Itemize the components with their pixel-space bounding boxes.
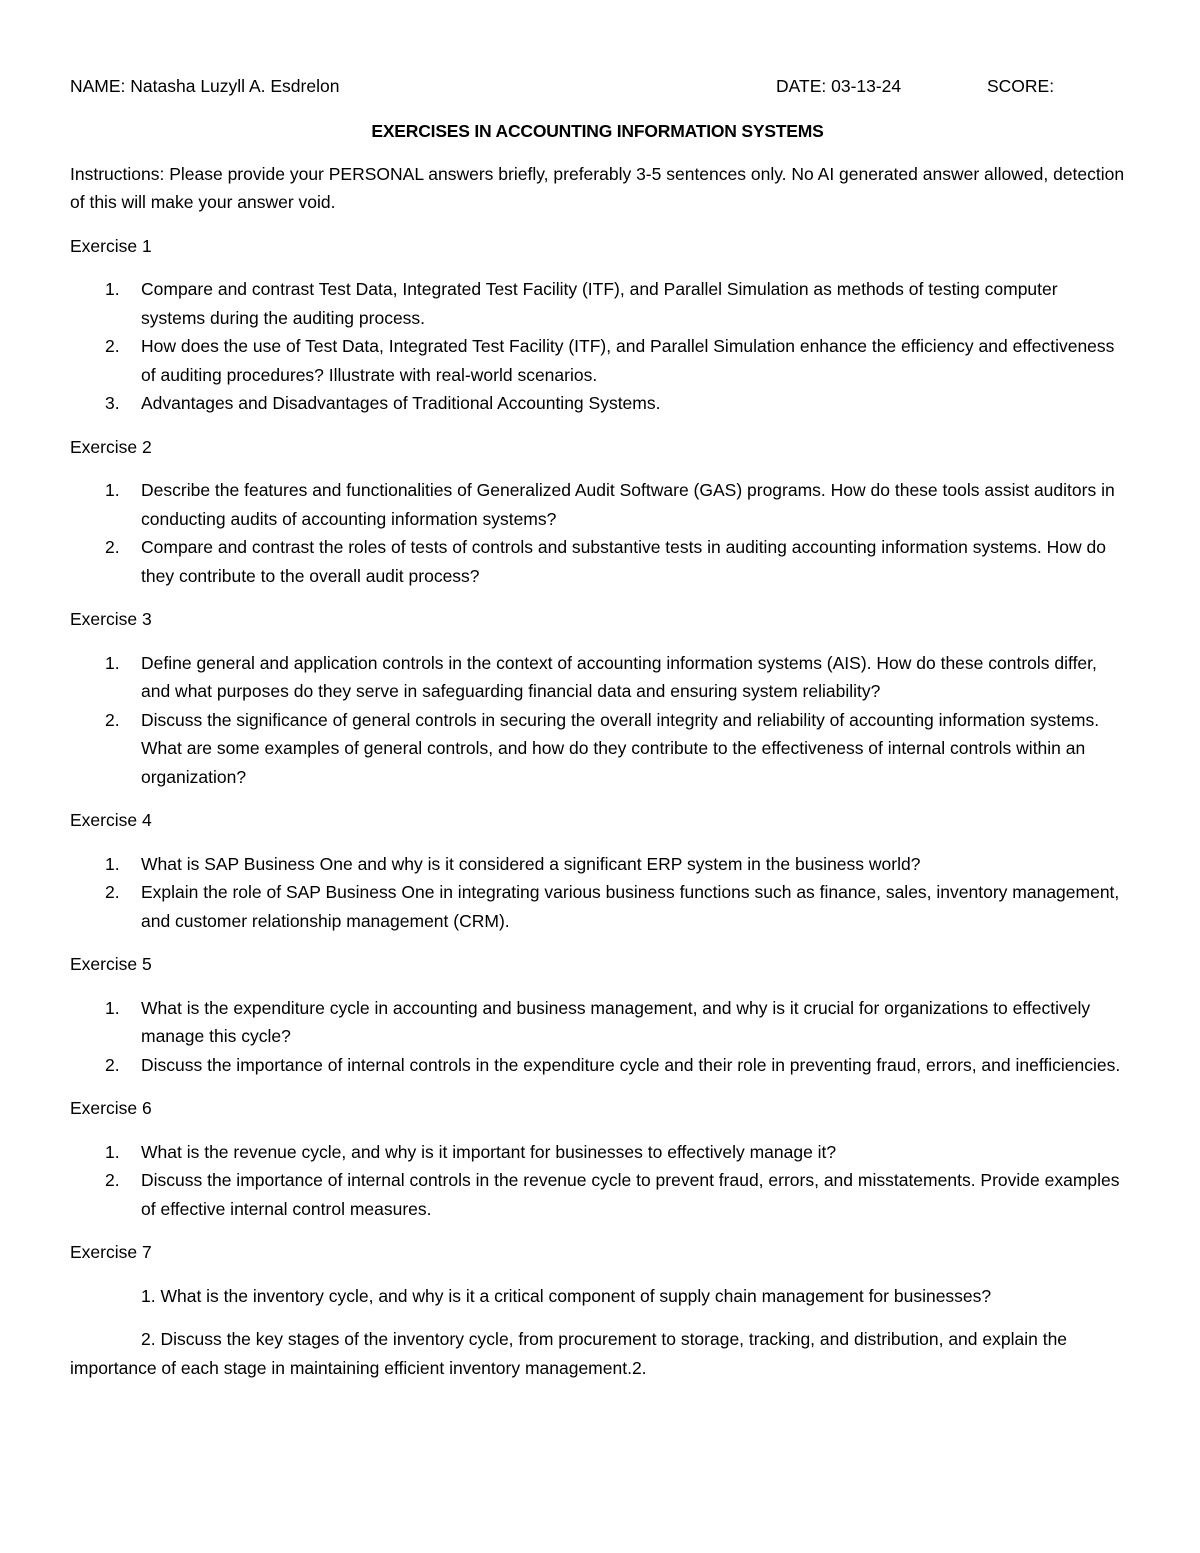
question-text: Compare and contrast the roles of tests of controls and substantive tests in auditing accounting information systems. How do they contribute to the overall audit process? [141,537,1106,586]
question-item [70,1138,1125,1167]
question-number: 1. [105,853,120,874]
question-list [70,850,1125,936]
question-item [70,850,1125,879]
question-item [70,533,1125,590]
header-row [70,72,1125,101]
document-title: EXERCISES IN ACCOUNTING INFORMATION SYSTEMS [371,121,824,141]
exercise-7-question-1: 1. What is the inventory cycle, and why is it a critical component of supply chain management for businesses? [141,1285,992,1306]
question-text: Advantages and Disadvantages of Traditional Accounting Systems. [141,393,661,413]
question-number: 1. [105,652,120,673]
question-text: What is the expenditure cycle in accounting and business management, and why is it crucial for organizations to effectively manage this cycle? [141,997,1091,1046]
exercise-title: Exercise 6 [70,1098,152,1118]
exercise-7 [70,1238,1125,1382]
question-item [70,1166,1125,1223]
question-item [70,878,1125,935]
exercise-title: Exercise 1 [70,235,152,256]
score-field: SCORE: [987,76,1055,96]
exercise-section [70,605,1125,791]
question-text: What is SAP Business One and why is it considered a significant ERP system in the business world? [141,853,921,874]
question-item [70,275,1125,332]
question-text: Discuss the significance of general controls in securing the overall integrity and reliability of accounting information systems. What are some examples of general controls, and how do they contribute to the effectiveness of internal controls within an organization? [141,709,1100,787]
question-item [70,649,1125,706]
question-number: 1. [105,279,120,299]
question-number: 2. [105,882,120,902]
exercise-section [70,433,1125,591]
question-number: 1. [105,1141,120,1162]
question-item [70,706,1125,792]
question-list [70,275,1125,418]
exercise-title: Exercise 5 [70,954,152,974]
question-item [70,994,1125,1051]
question-text: Explain the role of SAP Business One in integrating various business functions such as finance, sales, inventory management, and customer relationship management (CRM). [141,882,1120,931]
question-number: 1. [105,480,120,500]
question-text: Discuss the importance of internal controls in the expenditure cycle and their role in preventing fraud, errors, and inefficiencies. [141,1054,1121,1075]
exercise-title: Exercise 4 [70,810,152,830]
exercise-section [70,1094,1125,1223]
question-text: Discuss the importance of internal controls in the revenue cycle to prevent fraud, errors, and misstatements. Provide examples of effective internal control measures. [141,1170,1120,1219]
question-number: 3. [105,393,120,413]
question-number: 2. [105,336,120,356]
question-item [70,1051,1125,1080]
question-number: 2. [105,709,120,730]
question-list [70,476,1125,590]
question-number: 1. [105,997,120,1018]
question-list [70,994,1125,1080]
question-text: Describe the features and functionalities of Generalized Audit Software (GAS) programs. How do these tools assist auditors in conducting audits of accounting information systems? [141,480,1115,529]
question-text: What is the revenue cycle, and why is it important for businesses to effectively manage it? [141,1141,837,1162]
exercise-title: Exercise 2 [70,436,152,457]
exercise-7-question-2: 2. Discuss the key stages of the inventory cycle, from procurement to storage, tracking, and distribution, and explain the importance of each stage in maintaining efficient inventory management.2. [70,1329,1068,1378]
question-number: 2. [105,1054,120,1075]
question-text: How does the use of Test Data, Integrated Test Facility (ITF), and Parallel Simulation enhance the efficiency and effectiveness of auditing procedures? Illustrate with real-world scenarios. [141,336,1115,385]
question-text: Compare and contrast Test Data, Integrated Test Facility (ITF), and Parallel Simulation as methods of testing computer systems during the auditing process. [141,279,1058,328]
exercise-section [70,232,1125,418]
name-field: NAME: Natasha Luzyll A. Esdrelon [70,76,340,96]
question-number: 2. [105,537,120,557]
exercise-title: Exercise 3 [70,609,152,629]
question-item [70,389,1125,418]
question-list [70,1138,1125,1224]
exercise-section [70,806,1125,935]
question-number: 2. [105,1170,120,1190]
date-field: DATE: 03-13-24 [776,76,902,96]
question-list [70,649,1125,792]
question-item [70,332,1125,389]
question-item [70,476,1125,533]
exercise-title: Exercise 7 [70,1242,152,1262]
instructions: Instructions: Please provide your PERSONAL answers briefly, preferably 3-5 sentences only. No AI generated answer allowed, detection of this will make your answer void. [70,163,1125,212]
exercise-list [70,232,1125,1224]
question-text: Define general and application controls in the context of accounting information systems (AIS). How do these controls differ, and what purposes do they serve in safeguarding financial data and ensuring system reliability? [141,652,1097,701]
document-content [70,72,1125,1397]
exercise-section [70,950,1125,1079]
